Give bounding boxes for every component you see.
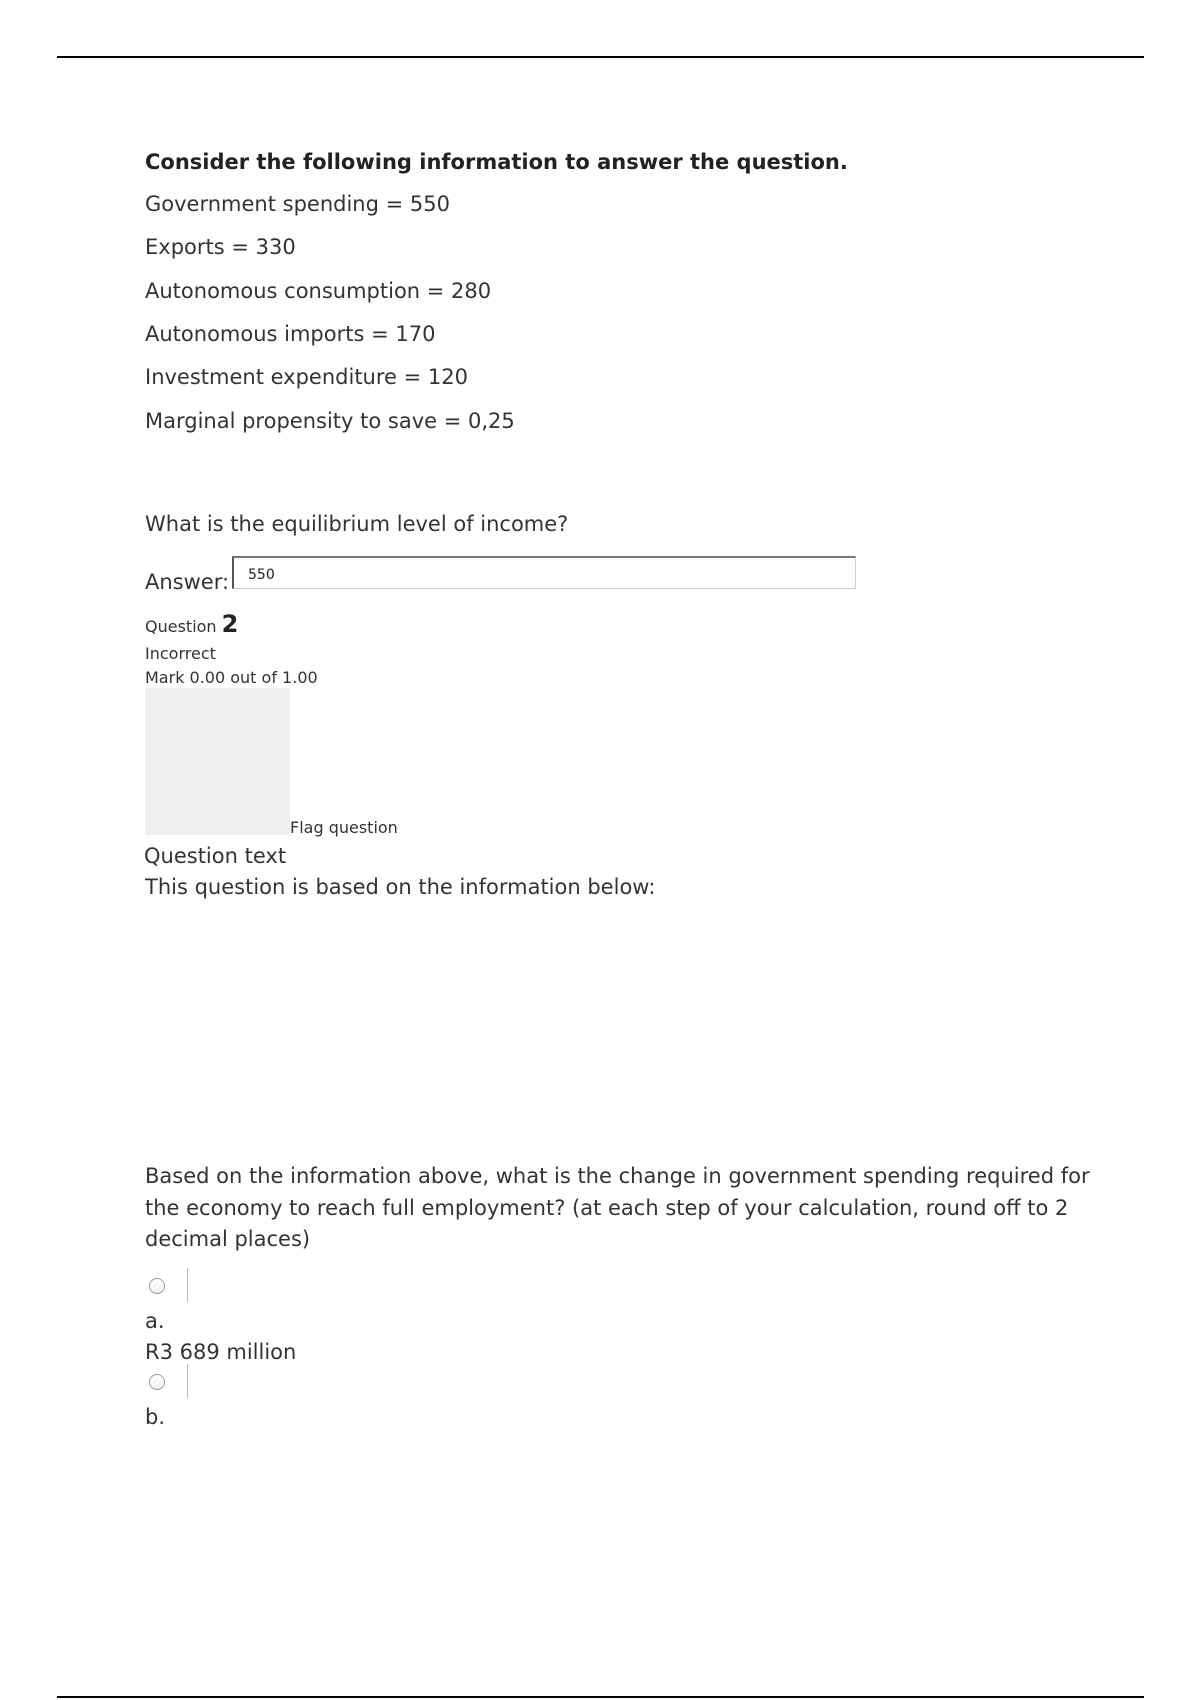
info-line-autonomous-consumption: Autonomous consumption = 280 [145, 279, 492, 303]
option-a-text: R3 689 million [145, 1340, 297, 1364]
question2-label: Question [145, 617, 217, 636]
question1-prompt: What is the equilibrium level of income? [145, 512, 569, 536]
info-line-government-spending: Government spending = 550 [145, 192, 450, 216]
bottom-divider [57, 1696, 1144, 1698]
info-line-autonomous-imports: Autonomous imports = 170 [145, 322, 436, 346]
option-b-radio[interactable] [149, 1374, 165, 1390]
answer-input[interactable] [232, 556, 856, 589]
question2-prompt-line-1: Based on the information above, what is the change in government spending required for [145, 1164, 1090, 1188]
top-divider [57, 56, 1144, 58]
flag-question-link[interactable]: Flag question [290, 818, 398, 837]
question2-number: 2 [221, 610, 239, 638]
info-line-mps: Marginal propensity to save = 0,25 [145, 409, 515, 433]
info-heading: Consider the following information to answer the question. [145, 150, 848, 174]
option-b-letter: b. [145, 1405, 166, 1429]
option-a-letter: a. [145, 1309, 165, 1333]
question-text-heading: Question text [144, 844, 287, 868]
question2-prompt-line-2: the economy to reach full employment? (at each step of your calculation, round off to 2 [145, 1196, 1069, 1220]
question2-intro: This question is based on the information below: [145, 875, 656, 899]
question2-status: Incorrect [145, 644, 216, 663]
option-a-divider [187, 1268, 188, 1302]
question2-prompt-line-3: decimal places) [145, 1227, 311, 1251]
question2-mark: Mark 0.00 out of 1.00 [145, 668, 318, 687]
answer-label: Answer: [145, 570, 230, 594]
question2-header [145, 610, 239, 638]
option-a-radio[interactable] [149, 1278, 165, 1294]
flag-icon-placeholder[interactable] [145, 688, 290, 835]
option-b-divider [187, 1364, 188, 1398]
info-line-investment-expenditure: Investment expenditure = 120 [145, 365, 468, 389]
info-line-exports: Exports = 330 [145, 235, 296, 259]
